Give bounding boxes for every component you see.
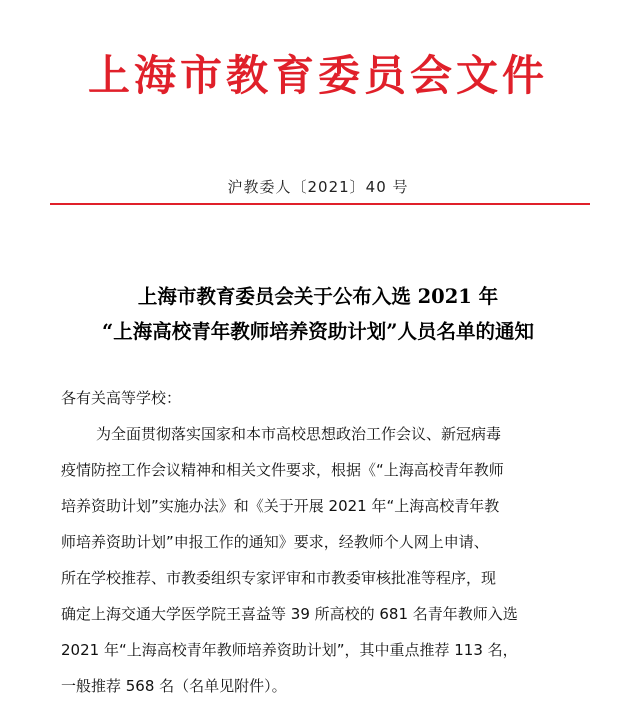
paragraph-line: 为全面贯彻落实国家和本市高校思想政治工作会议、新冠病毒 <box>96 425 502 443</box>
document-number: 沪教委人〔2021〕40 号 <box>227 178 409 196</box>
paragraph-line: 培养资助计划”实施办法》和《关于开展 2021 年“上海高校青年教 <box>61 497 500 515</box>
paragraph-line: 确定上海交通大学医学院王喜益等 39 所高校的 681 名青年教师入选 <box>61 605 518 623</box>
masthead-title: 上海市教育委员会文件 <box>87 51 548 100</box>
paragraph-line: 疫情防控工作会议精神和相关文件要求，根据《“上海高校青年教师 <box>61 461 504 479</box>
paragraph-line: 2021 年“上海高校青年教师培养资助计划”，其中重点推荐 113 名， <box>61 641 518 659</box>
salutation: 各有关高等学校： <box>61 389 182 407</box>
paragraph-line: 一般推荐 568 名（名单见附件）。 <box>61 677 287 695</box>
document-title-line-2: “上海高校青年教师培养资助计划”人员名单的通知 <box>102 320 534 343</box>
red-divider-line <box>50 203 590 205</box>
paragraph-line: 所在学校推荐、市教委组织专家评审和市教委审核批准等程序，现 <box>61 569 497 587</box>
document-title-line-1: 上海市教育委员会关于公布入选 2021 年 <box>137 285 499 308</box>
paragraph-line: 师培养资助计划”申报工作的通知》要求，经教师个人网上申请、 <box>61 533 489 551</box>
